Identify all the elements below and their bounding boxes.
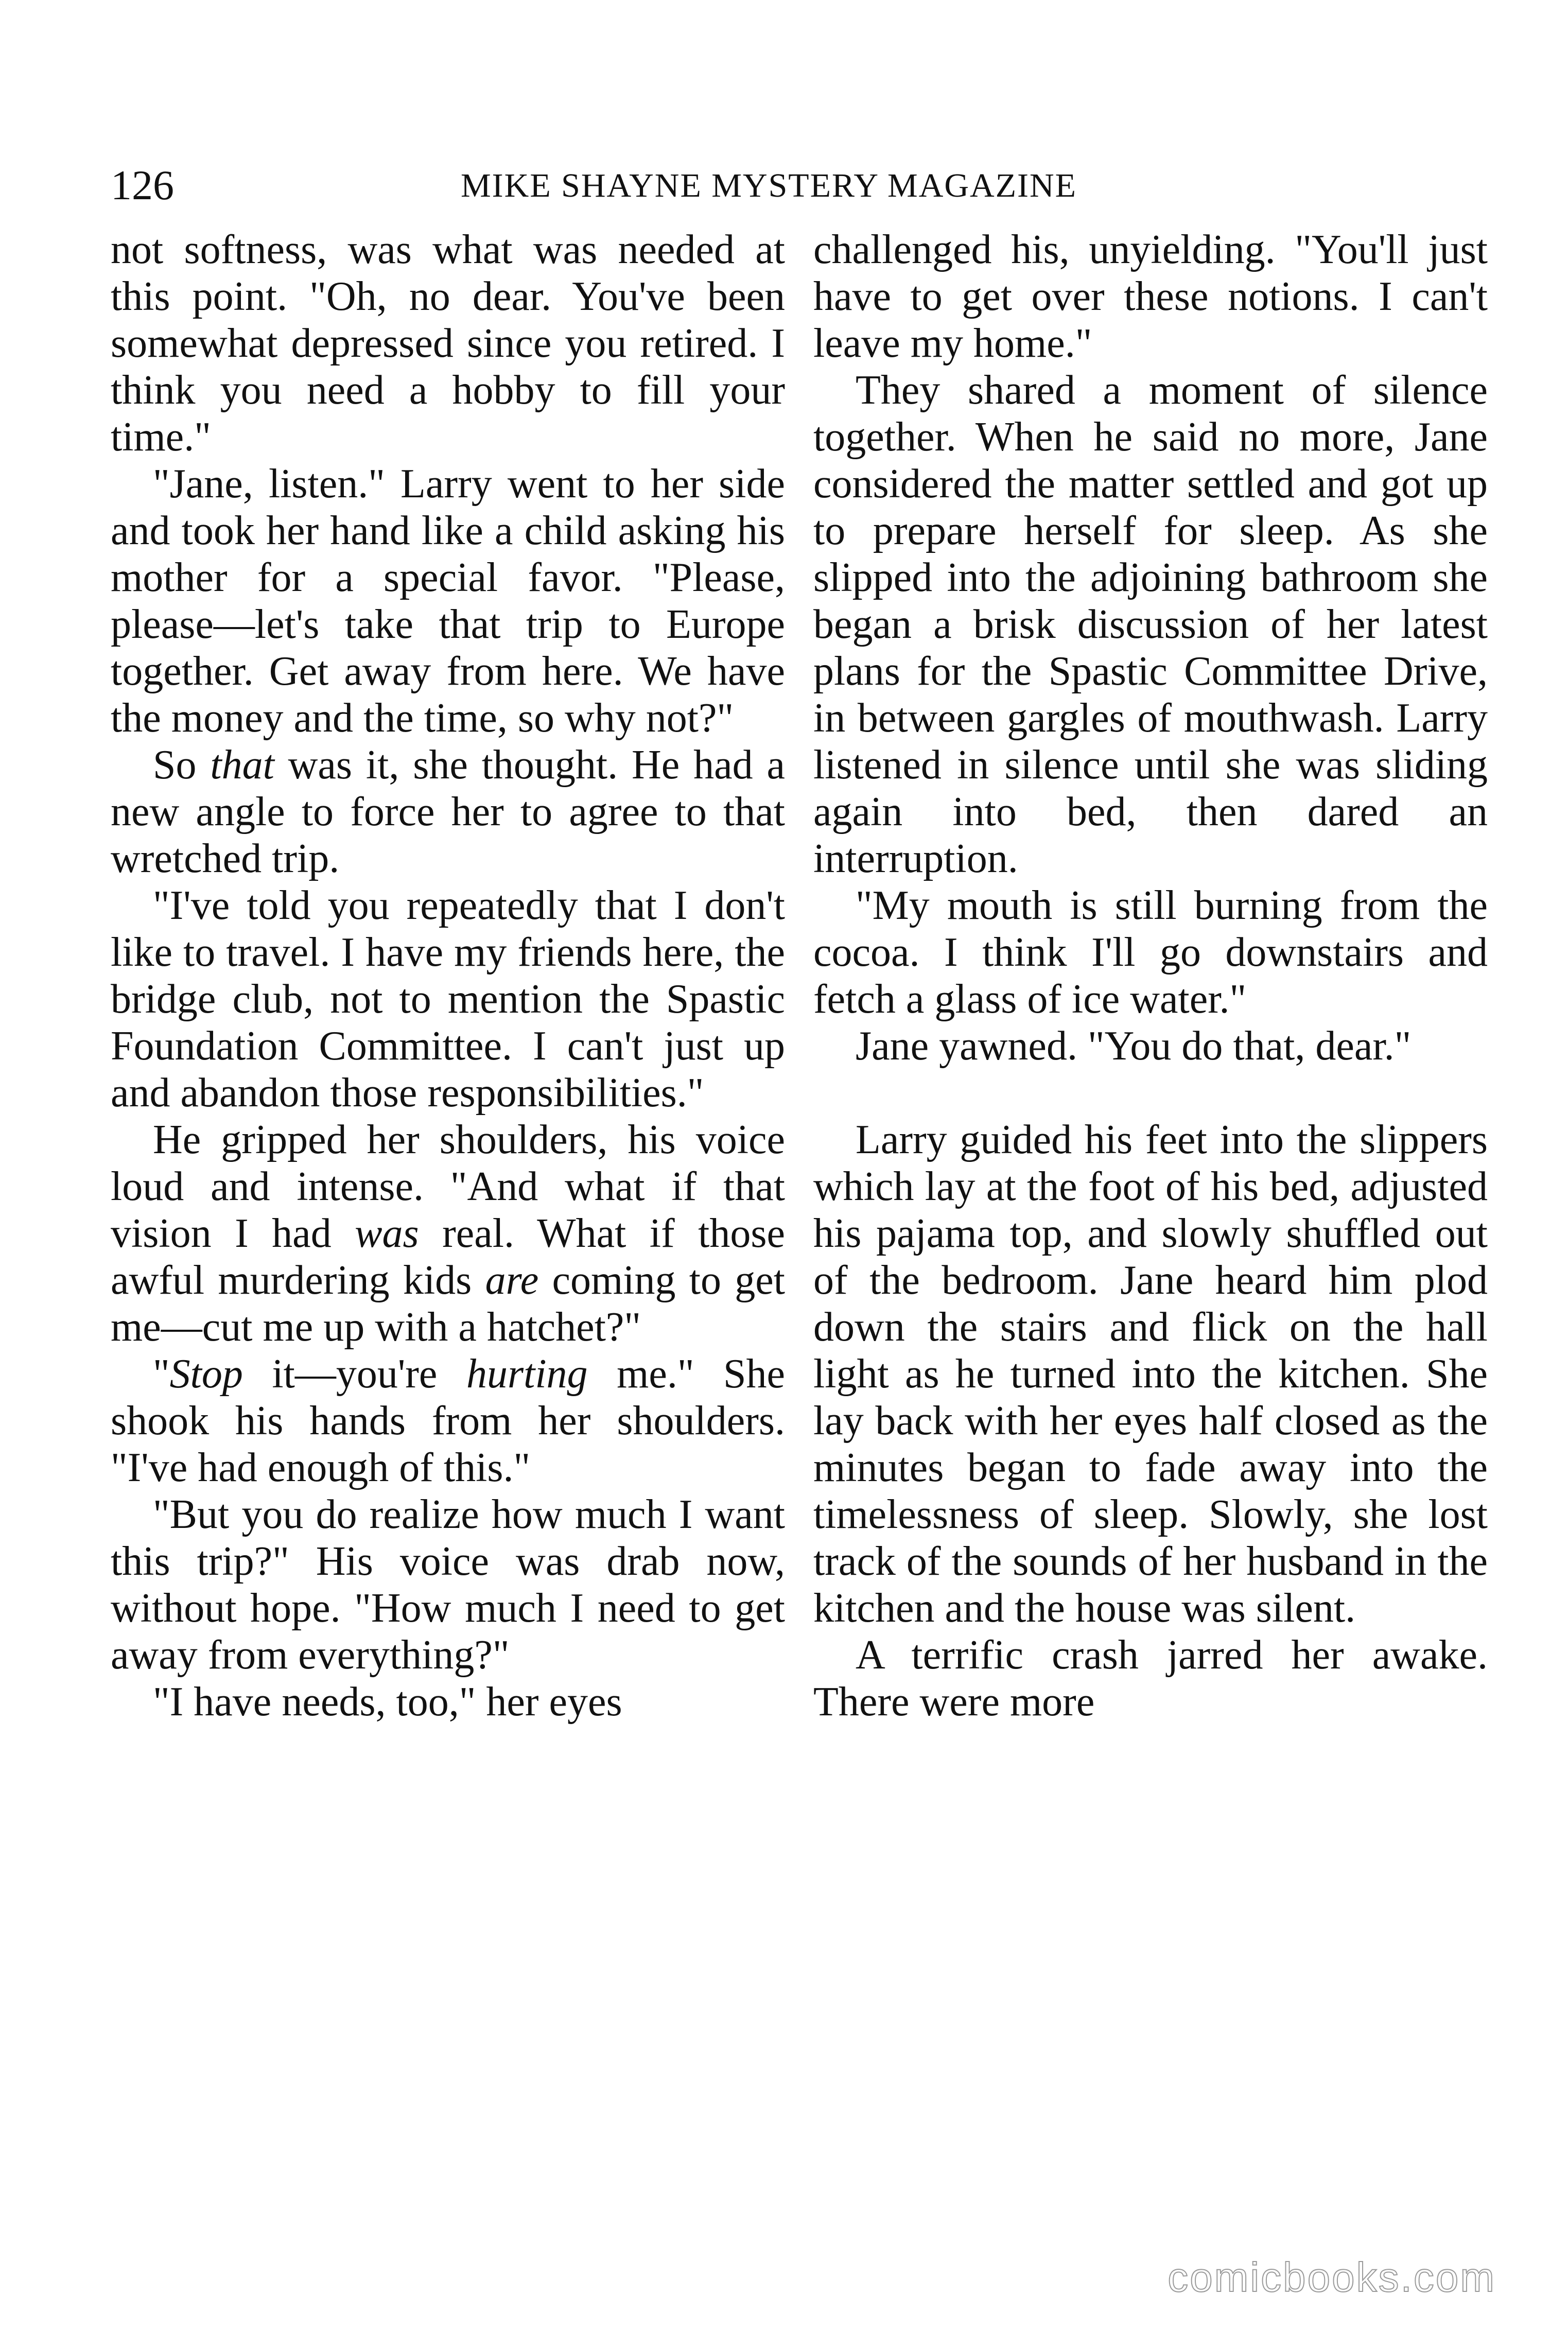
running-title: MIKE SHAYNE MYSTERY MAGAZINE xyxy=(461,167,1077,204)
paragraph: "But you do realize how much I want this trip?" His voice was drab now, without hope. "How much I need to get away from everything?" xyxy=(111,1492,785,1678)
paragraph: Larry guided his feet into the slippers which lay at the foot of his bed, adjusted his pajama top, and slowly shuffled out of the bedroom. Jane heard him plod down the stairs and flick on the hall light as he turned into the kitchen. She lay back with her eyes half closed as the minutes began to fade away into the timelessness of sleep. Slowly, she lost track of the sounds of her husband in the kitchen and the house was silent. xyxy=(813,1117,1488,1631)
left-column xyxy=(111,227,785,1726)
page-number: 126 xyxy=(111,162,174,208)
paragraph: Jane yawned. "You do that, dear." xyxy=(856,1023,1412,1069)
right-column xyxy=(813,227,1488,1726)
paragraph: "My mouth is still burning from the cocoa. I think I'll go downstairs and fetch a glass of ice water." xyxy=(813,883,1488,1022)
paragraph: "I've told you repeatedly that I don't like to travel. I have my friends here, the bridge club, not to mention the Spastic Foundation Committee. I can't just up and abandon those responsibilities." xyxy=(111,883,785,1116)
paragraph: He gripped her shoulders, his voice loud and intense. "And what if that vision I had was real. What if those awful murdering kids are coming to get me—cut me up with a hatchet?" xyxy=(111,1117,786,1350)
paragraph: challenged his, unyielding. "You'll just have to get over these notions. I can't leave my home." xyxy=(813,227,1488,366)
paragraph: "I have needs, too," her eyes xyxy=(153,1679,622,1725)
paragraph: "Jane, listen." Larry went to her side and took her hand like a child asking his mother for a special favor. "Please, please—let's take that trip to Europe together. Get away from here. We have the money and the time, so why not?" xyxy=(111,461,785,741)
paragraph: not softness, was what was needed at this point. "Oh, no dear. You've been somewhat depressed since you retired. I think you need a hobby to fill your time." xyxy=(111,227,785,460)
paragraph: They shared a moment of silence together. When he said no more, Jane considered the matter settled and got up to prepare herself for sleep. As she slipped into the adjoining bathroom she began a brisk discussion of her latest plans for the Spastic Committee Drive, in between gargles of mouthwash. Larry listened in silence until she was sliding again into bed, then dared an interruption. xyxy=(813,368,1488,881)
page-header xyxy=(111,160,1470,216)
watermark: comicbooks.com xyxy=(1168,2254,1496,2300)
paragraph: So that was it, she thought. He had a new angle to force her to agree to that wretched trip. xyxy=(111,742,785,881)
paragraph: A terrific crash jarred her awake. There were more xyxy=(813,1632,1488,1725)
paragraph: "Stop it—you're hurting me." She shook his hands from her shoulders. "I've had enough of this." xyxy=(111,1351,786,1490)
